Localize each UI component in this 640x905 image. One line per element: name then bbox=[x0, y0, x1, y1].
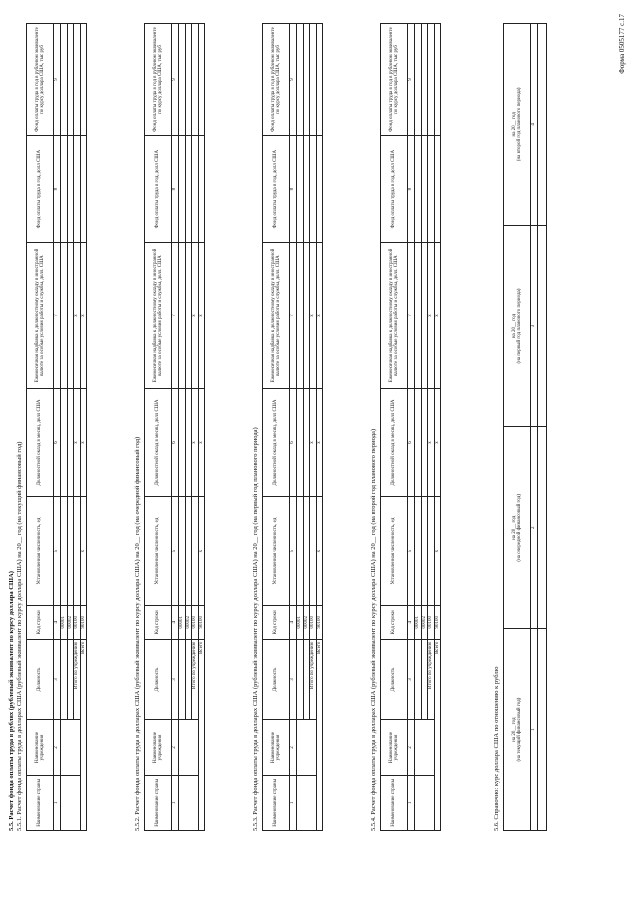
section-5-5-title: 5.5. Расчет фонда оплаты труда в рублях (рублевый эквивалент по курсу доллара США) bbox=[8, 571, 15, 831]
table-5-5-4 bbox=[380, 23, 441, 831]
col-number: 7 bbox=[290, 243, 297, 388]
col-number: 2 bbox=[172, 720, 179, 775]
rate-value[interactable] bbox=[538, 427, 547, 629]
col-number: 1 bbox=[172, 775, 179, 830]
col-number: 9 bbox=[172, 24, 179, 136]
x-mark: x bbox=[80, 497, 87, 606]
col-number: 8 bbox=[54, 135, 61, 242]
row-code: 00002 bbox=[421, 605, 428, 639]
col-header: Фонд оплаты труда в год, долл США bbox=[27, 135, 54, 242]
x-mark: x bbox=[434, 388, 441, 496]
col-number: 2 bbox=[531, 427, 538, 629]
x-mark: x bbox=[316, 388, 323, 496]
cell-value[interactable] bbox=[198, 24, 205, 136]
col-number: 4 bbox=[54, 605, 61, 639]
col-number: 5 bbox=[290, 497, 297, 606]
col-header: Фонд оплаты труда в год, долл США bbox=[263, 135, 290, 242]
col-number: 3 bbox=[290, 639, 297, 720]
cell-value[interactable] bbox=[316, 135, 323, 242]
rate-year: на 20__ год bbox=[511, 112, 517, 137]
row-code: 00002 bbox=[67, 605, 74, 639]
cell-value[interactable] bbox=[434, 24, 441, 136]
section-5-6-title: 5.6. Справочно: курс доллара США по отношению к рублю bbox=[493, 666, 500, 831]
total-label: Всего bbox=[434, 639, 441, 830]
subtotal-label: Итого по учреждению bbox=[428, 639, 435, 720]
col-number: 9 bbox=[290, 24, 297, 136]
col-header: Фонд оплаты труда в год в рублевом эквиваленте по курсу доллара США, тыс руб bbox=[145, 24, 172, 136]
x-mark: x bbox=[74, 243, 81, 388]
row-code: 00001 bbox=[415, 605, 422, 639]
col-header: Код строки bbox=[145, 605, 172, 639]
rate-col-header bbox=[504, 629, 531, 831]
col-header: Наименование учреждения bbox=[145, 720, 172, 775]
rate-year: на 20__ год bbox=[511, 717, 517, 742]
x-mark: x bbox=[310, 243, 317, 388]
col-header: Установленная численность, ед bbox=[145, 497, 172, 606]
col-number: 2 bbox=[290, 720, 297, 775]
cell-institution[interactable] bbox=[415, 720, 435, 775]
col-number: 1 bbox=[290, 775, 297, 830]
subtotal-label: Итого по учреждению bbox=[310, 639, 317, 720]
row-code: 00001 bbox=[61, 605, 68, 639]
col-number: 5 bbox=[408, 497, 415, 606]
cell-country[interactable] bbox=[297, 775, 317, 830]
rate-caption: (на второй год планового периода) bbox=[517, 87, 522, 162]
x-mark: x bbox=[192, 388, 199, 496]
col-number: 3 bbox=[54, 639, 61, 720]
x-mark: x bbox=[198, 388, 205, 496]
col-header: Ежемесячная надбавка к должностному окладу в иностранной валюте за особые условия работы и службы, долл. США bbox=[381, 243, 408, 388]
col-number: 9 bbox=[54, 24, 61, 136]
col-number: 4 bbox=[290, 605, 297, 639]
cell-country[interactable] bbox=[179, 775, 199, 830]
col-number: 1 bbox=[531, 629, 538, 831]
col-number: 2 bbox=[54, 720, 61, 775]
col-number: 1 bbox=[54, 775, 61, 830]
col-header: Код строки bbox=[263, 605, 290, 639]
total-label: Всего bbox=[198, 639, 205, 830]
row-code: 00001 bbox=[297, 605, 304, 639]
x-mark: x bbox=[428, 388, 435, 496]
cell-value[interactable] bbox=[198, 135, 205, 242]
col-header: Наименование учреждения bbox=[263, 720, 290, 775]
row-code: 00001 bbox=[179, 605, 186, 639]
section-5-5-2-title: 5.5.2. Расчет фонда оплаты труда в долларах США (рублевый эквивалент по курсу доллара США) на 20__ год (на очередной финансовый год) bbox=[134, 436, 141, 831]
rate-value[interactable] bbox=[538, 225, 547, 427]
col-header: Фонд оплаты труда в год в рублевом эквиваленте по курсу доллара США, тыс руб bbox=[381, 24, 408, 136]
total-label: Всего bbox=[80, 639, 87, 830]
col-number: 6 bbox=[408, 388, 415, 496]
col-header: Наименование учреждения bbox=[381, 720, 408, 775]
col-header: Наименование страны bbox=[263, 775, 290, 830]
table-5-5-2 bbox=[144, 23, 205, 831]
rate-col-header bbox=[504, 427, 531, 629]
rate-year: на 20__ год bbox=[511, 313, 517, 339]
col-header: Код строки bbox=[27, 605, 54, 639]
col-number: 5 bbox=[172, 497, 179, 606]
x-mark: x bbox=[198, 243, 205, 388]
x-mark: x bbox=[192, 243, 199, 388]
rate-caption: (на текущий финансовый год) bbox=[517, 697, 522, 762]
col-header: Наименование учреждения bbox=[27, 720, 54, 775]
col-header: Фонд оплаты труда в год в рублевом эквиваленте по курсу доллара США, тыс руб bbox=[263, 24, 290, 136]
rate-value[interactable] bbox=[538, 24, 547, 226]
col-number: 2 bbox=[408, 720, 415, 775]
col-number: 6 bbox=[290, 388, 297, 496]
table-5-6 bbox=[503, 23, 547, 831]
col-header: Фонд оплаты труда в год, долл США bbox=[381, 135, 408, 242]
subtotal-code: 00100 bbox=[192, 605, 199, 639]
x-mark: x bbox=[74, 388, 81, 496]
col-number: 1 bbox=[408, 775, 415, 830]
row-code: 00002 bbox=[185, 605, 192, 639]
col-number: 4 bbox=[172, 605, 179, 639]
cell-institution[interactable] bbox=[297, 720, 317, 775]
rate-year: на 20__ год bbox=[511, 515, 517, 540]
x-mark: x bbox=[80, 388, 87, 496]
col-number: 7 bbox=[54, 243, 61, 388]
table-5-5-3 bbox=[262, 23, 323, 831]
col-number: 5 bbox=[54, 497, 61, 606]
col-number: 8 bbox=[408, 135, 415, 242]
col-number: 9 bbox=[408, 24, 415, 136]
col-number: 3 bbox=[531, 225, 538, 427]
subtotal-code: 00100 bbox=[428, 605, 435, 639]
col-number: 8 bbox=[172, 135, 179, 242]
form-code: Форма 0505177 с.17 bbox=[618, 14, 626, 74]
cell-country[interactable] bbox=[61, 775, 81, 830]
cell-value[interactable] bbox=[316, 24, 323, 136]
total-code: 90100 bbox=[316, 605, 323, 639]
col-number: 7 bbox=[172, 243, 179, 388]
col-header: Ежемесячная надбавка к должностному окладу в иностранной валюте за особые условия работы и службы, долл. США bbox=[145, 243, 172, 388]
subtotal-code: 00100 bbox=[310, 605, 317, 639]
cell-institution[interactable] bbox=[179, 720, 199, 775]
col-header: Должность bbox=[381, 639, 408, 720]
rate-caption: (на первый год планового периода) bbox=[517, 288, 522, 364]
col-header: Должность bbox=[263, 639, 290, 720]
col-number: 3 bbox=[408, 639, 415, 720]
rate-value[interactable] bbox=[538, 629, 547, 831]
col-header: Должностной оклад в месяц, долл США bbox=[145, 388, 172, 496]
total-code: 90100 bbox=[198, 605, 205, 639]
x-mark: x bbox=[434, 497, 441, 606]
x-mark: x bbox=[198, 497, 205, 606]
col-header: Должность bbox=[27, 639, 54, 720]
col-number: 4 bbox=[531, 24, 538, 226]
subtotal-label: Итого по учреждению bbox=[192, 639, 199, 720]
x-mark: x bbox=[434, 243, 441, 388]
table-5-5-1 bbox=[26, 23, 87, 831]
x-mark: x bbox=[428, 243, 435, 388]
col-header: Наименование страны bbox=[27, 775, 54, 830]
total-code: 90100 bbox=[80, 605, 87, 639]
row-code: 00002 bbox=[303, 605, 310, 639]
rate-col-header bbox=[504, 24, 531, 226]
col-header: Установленная численность, ед bbox=[27, 497, 54, 606]
col-header: Установленная численность, ед bbox=[263, 497, 290, 606]
col-header: Фонд оплаты труда в год, долл США bbox=[145, 135, 172, 242]
cell-value[interactable] bbox=[434, 135, 441, 242]
col-header: Ежемесячная надбавка к должностному окладу в иностранной валюте за особые условия работы и службы, долл. США bbox=[27, 243, 54, 388]
col-header: Наименование страны bbox=[145, 775, 172, 830]
col-number: 8 bbox=[290, 135, 297, 242]
x-mark: x bbox=[316, 243, 323, 388]
col-header: Должностной оклад в месяц, долл США bbox=[381, 388, 408, 496]
col-header: Должностной оклад в месяц, долл США bbox=[27, 388, 54, 496]
col-header: Установленная численность, ед bbox=[381, 497, 408, 606]
x-mark: x bbox=[310, 388, 317, 496]
total-label: Всего bbox=[316, 639, 323, 830]
col-header: Должность bbox=[145, 639, 172, 720]
x-mark: x bbox=[80, 243, 87, 388]
col-header: Код строки bbox=[381, 605, 408, 639]
cell-country[interactable] bbox=[415, 775, 435, 830]
cell-institution[interactable] bbox=[61, 720, 81, 775]
col-header: Ежемесячная надбавка к должностному окладу в иностранной валюте за особые условия работы и службы, долл. США bbox=[263, 243, 290, 388]
section-5-5-3-title: 5.5.3. Расчет фонда оплаты труда в долларах США (рублевый эквивалент по курсу доллара США) на 20__ год (на первый год планового периода) bbox=[252, 427, 259, 831]
col-header: Наименование страны bbox=[381, 775, 408, 830]
col-number: 4 bbox=[408, 605, 415, 639]
cell-value[interactable] bbox=[80, 135, 87, 242]
section-5-5-1-title: 5.5.1. Расчет фонда оплаты труда в долларах США (рублевый эквивалент по курсу доллара США) на 20__ год (на текущий финансовый год) bbox=[16, 441, 23, 831]
total-code: 90100 bbox=[434, 605, 441, 639]
subtotal-label: Итого по учреждению bbox=[74, 639, 81, 720]
col-number: 6 bbox=[54, 388, 61, 496]
rate-col-header bbox=[504, 225, 531, 427]
col-header: Фонд оплаты труда в год в рублевом эквиваленте по курсу доллара США, тыс руб bbox=[27, 24, 54, 136]
x-mark: x bbox=[316, 497, 323, 606]
subtotal-code: 00100 bbox=[74, 605, 81, 639]
col-header: Должностной оклад в месяц, долл США bbox=[263, 388, 290, 496]
col-number: 3 bbox=[172, 639, 179, 720]
col-number: 6 bbox=[172, 388, 179, 496]
section-5-5-4-title: 5.5.4. Расчет фонда оплаты труда в долларах США (рублевый эквивалент по курсу доллара США) на 20__ год (на второй год планового периода) bbox=[370, 428, 377, 831]
rate-caption: (на очередной финансовый год) bbox=[517, 494, 522, 562]
col-number: 7 bbox=[408, 243, 415, 388]
cell-value[interactable] bbox=[80, 24, 87, 136]
